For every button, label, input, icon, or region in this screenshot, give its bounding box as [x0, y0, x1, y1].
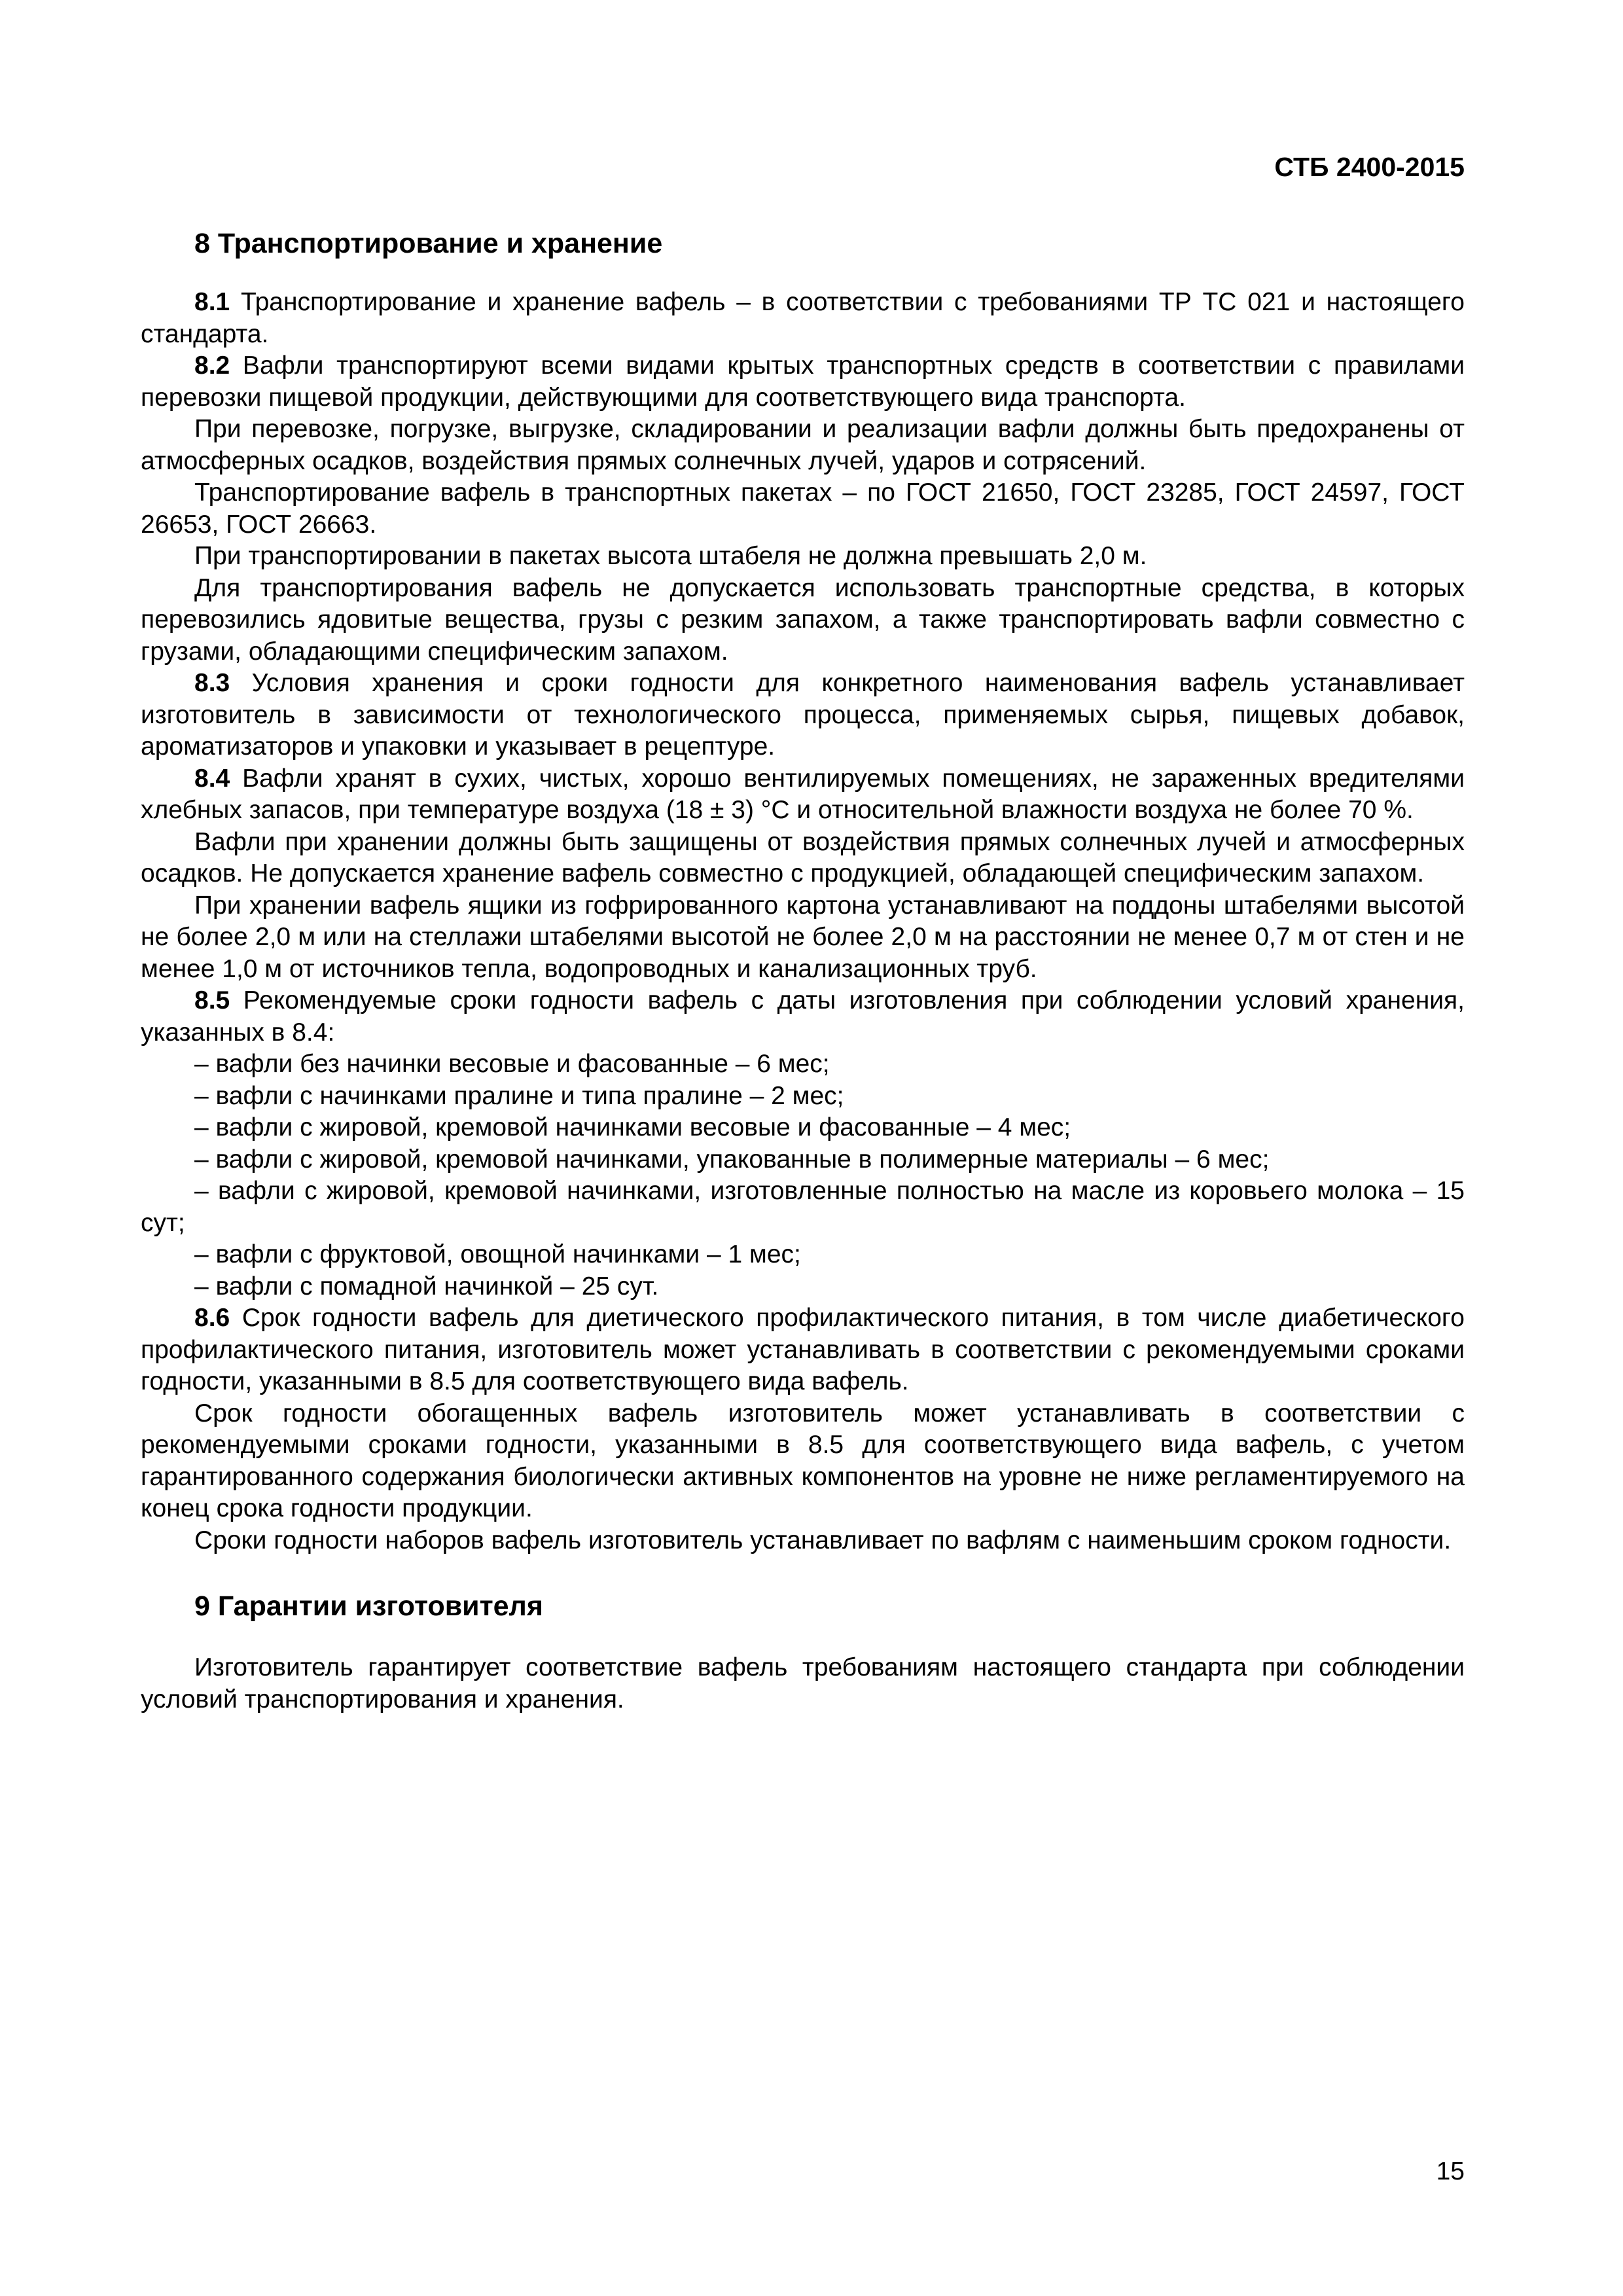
- list-item: – вафли с фруктовой, овощной начинками – 1 мес;: [194, 1240, 801, 1268]
- section-8-title: 8 Транспортирование и хранение: [194, 228, 663, 259]
- list-item: – вафли с помадной начинкой – 25 сут.: [194, 1272, 659, 1300]
- document-id: СТБ 2400-2015: [1274, 152, 1465, 182]
- clause-number: 8.6: [194, 1304, 230, 1332]
- list-item: – вафли с жировой, кремовой начинками, упакованные в полимерные материалы – 6 мес;: [194, 1145, 1270, 1174]
- clause-number: 8.1: [194, 288, 230, 316]
- paragraph: При перевозке, погрузке, выгрузке, складировании и реализации вафли должны быть предохранены от атмосферных осадков, воздействия прямых солнечных лучей, ударов и сотрясений.: [141, 415, 1465, 475]
- clause-number: 8.5: [194, 986, 230, 1014]
- list-item: – вафли с жировой, кремовой начинками, изготовленные полностью на масле из коровьего молока – 15 сут;: [141, 1177, 1465, 1237]
- clause-number: 8.2: [194, 351, 230, 380]
- paragraph-8-1: [141, 287, 1465, 350]
- paragraph: Срок годности обогащенных вафель изготовитель может устанавливать в соответствии с рекомендуемыми сроками годности, указанными в 8.5 для соответствующего вида вафель, с учетом гарантированного содержания биологически активных компонентов на уровне не ниже регламентируемого на конец срока годности продукции.: [141, 1399, 1465, 1522]
- paragraph-8-4: [141, 763, 1465, 827]
- paragraph-text: Срок годности вафель для диетического профилактического питания, в том числе диабетического профилактического питания, изготовитель может устанавливать в соответствии с рекомендуемыми сроками годности, указанными в 8.5 для соответствующего вида вафель.: [141, 1304, 1465, 1395]
- paragraph: Транспортирование вафель в транспортных пакетах – по ГОСТ 21650, ГОСТ 23285, ГОСТ 24597, ГОСТ 26653, ГОСТ 26663.: [141, 478, 1465, 539]
- clause-number: 8.3: [194, 669, 230, 697]
- document-body: [141, 224, 1465, 1715]
- list-item: – вафли без начинки весовые и фасованные – 6 мес;: [194, 1050, 830, 1078]
- paragraph-8-3: [141, 668, 1465, 763]
- list-item: – вафли с жировой, кремовой начинками весовые и фасованные – 4 мес;: [194, 1113, 1071, 1141]
- paragraph-text: Вафли хранят в сухих, чистых, хорошо вентилируемых помещениях, не зараженных вредителями хлебных запасов, при температуре воздуха (18 ± 3) °С и относительной влажности воздуха не более 70 %.: [141, 764, 1465, 824]
- paragraph-text: Вафли транспортируют всеми видами крытых транспортных средств в соответствии с правилами перевозки пищевой продукции, действующими для соответствующего вида транспорта.: [141, 351, 1465, 412]
- clause-number: 8.4: [194, 764, 230, 793]
- list-item: – вафли с начинками пралине и типа пралине – 2 мес;: [194, 1081, 844, 1110]
- paragraph: Сроки годности наборов вафель изготовитель устанавливает по вафлям с наименьшим сроком годности.: [194, 1526, 1452, 1554]
- paragraph-8-2: [141, 350, 1465, 414]
- page-number: 15: [1436, 2157, 1465, 2185]
- paragraph-text: Транспортирование и хранение вафель – в соответствии с требованиями ТР ТС 021 и настоящего стандарта.: [141, 288, 1465, 348]
- paragraph-8-6: [141, 1302, 1465, 1398]
- paragraph-8-5: [141, 985, 1465, 1049]
- paragraph: Изготовитель гарантирует соответствие вафель требованиям настоящего стандарта при соблюдении условий транспортирования и хранения.: [141, 1653, 1465, 1713]
- section-9-title: 9 Гарантии изготовителя: [194, 1590, 543, 1622]
- paragraph-text: Рекомендуемые сроки годности вафель с даты изготовления при соблюдении условий хранения, указанных в 8.4:: [141, 986, 1465, 1047]
- paragraph-text: Условия хранения и сроки годности для конкретного наименования вафель устанавливает изготовитель в зависимости от технологического процесса, применяемых сырья, пищевых добавок, ароматизаторов и упаковки и указывает в рецептуре.: [141, 669, 1465, 761]
- paragraph: Вафли при хранении должны быть защищены от воздействия прямых солнечных лучей и атмосферных осадков. Не допускается хранение вафель совместно с продукцией, обладающей специфическим запахом.: [141, 827, 1465, 888]
- paragraph: При транспортировании в пакетах высота штабеля не должна превышать 2,0 м.: [194, 542, 1147, 570]
- paragraph: При хранении вафель ящики из гофрированного картона устанавливают на поддоны штабелями высотой не более 2,0 м или на стеллажи штабелями высотой не более 2,0 м на расстоянии не менее 0,7 м от стен и не менее 1,0 м от источников тепла, водопроводных и канализационных труб.: [141, 891, 1465, 983]
- paragraph: Для транспортирования вафель не допускается использовать транспортные средства, в которых перевозились ядовитые вещества, грузы с резким запахом, а также транспортировать вафли совместно с грузами, обладающими специфическим запахом.: [141, 573, 1465, 666]
